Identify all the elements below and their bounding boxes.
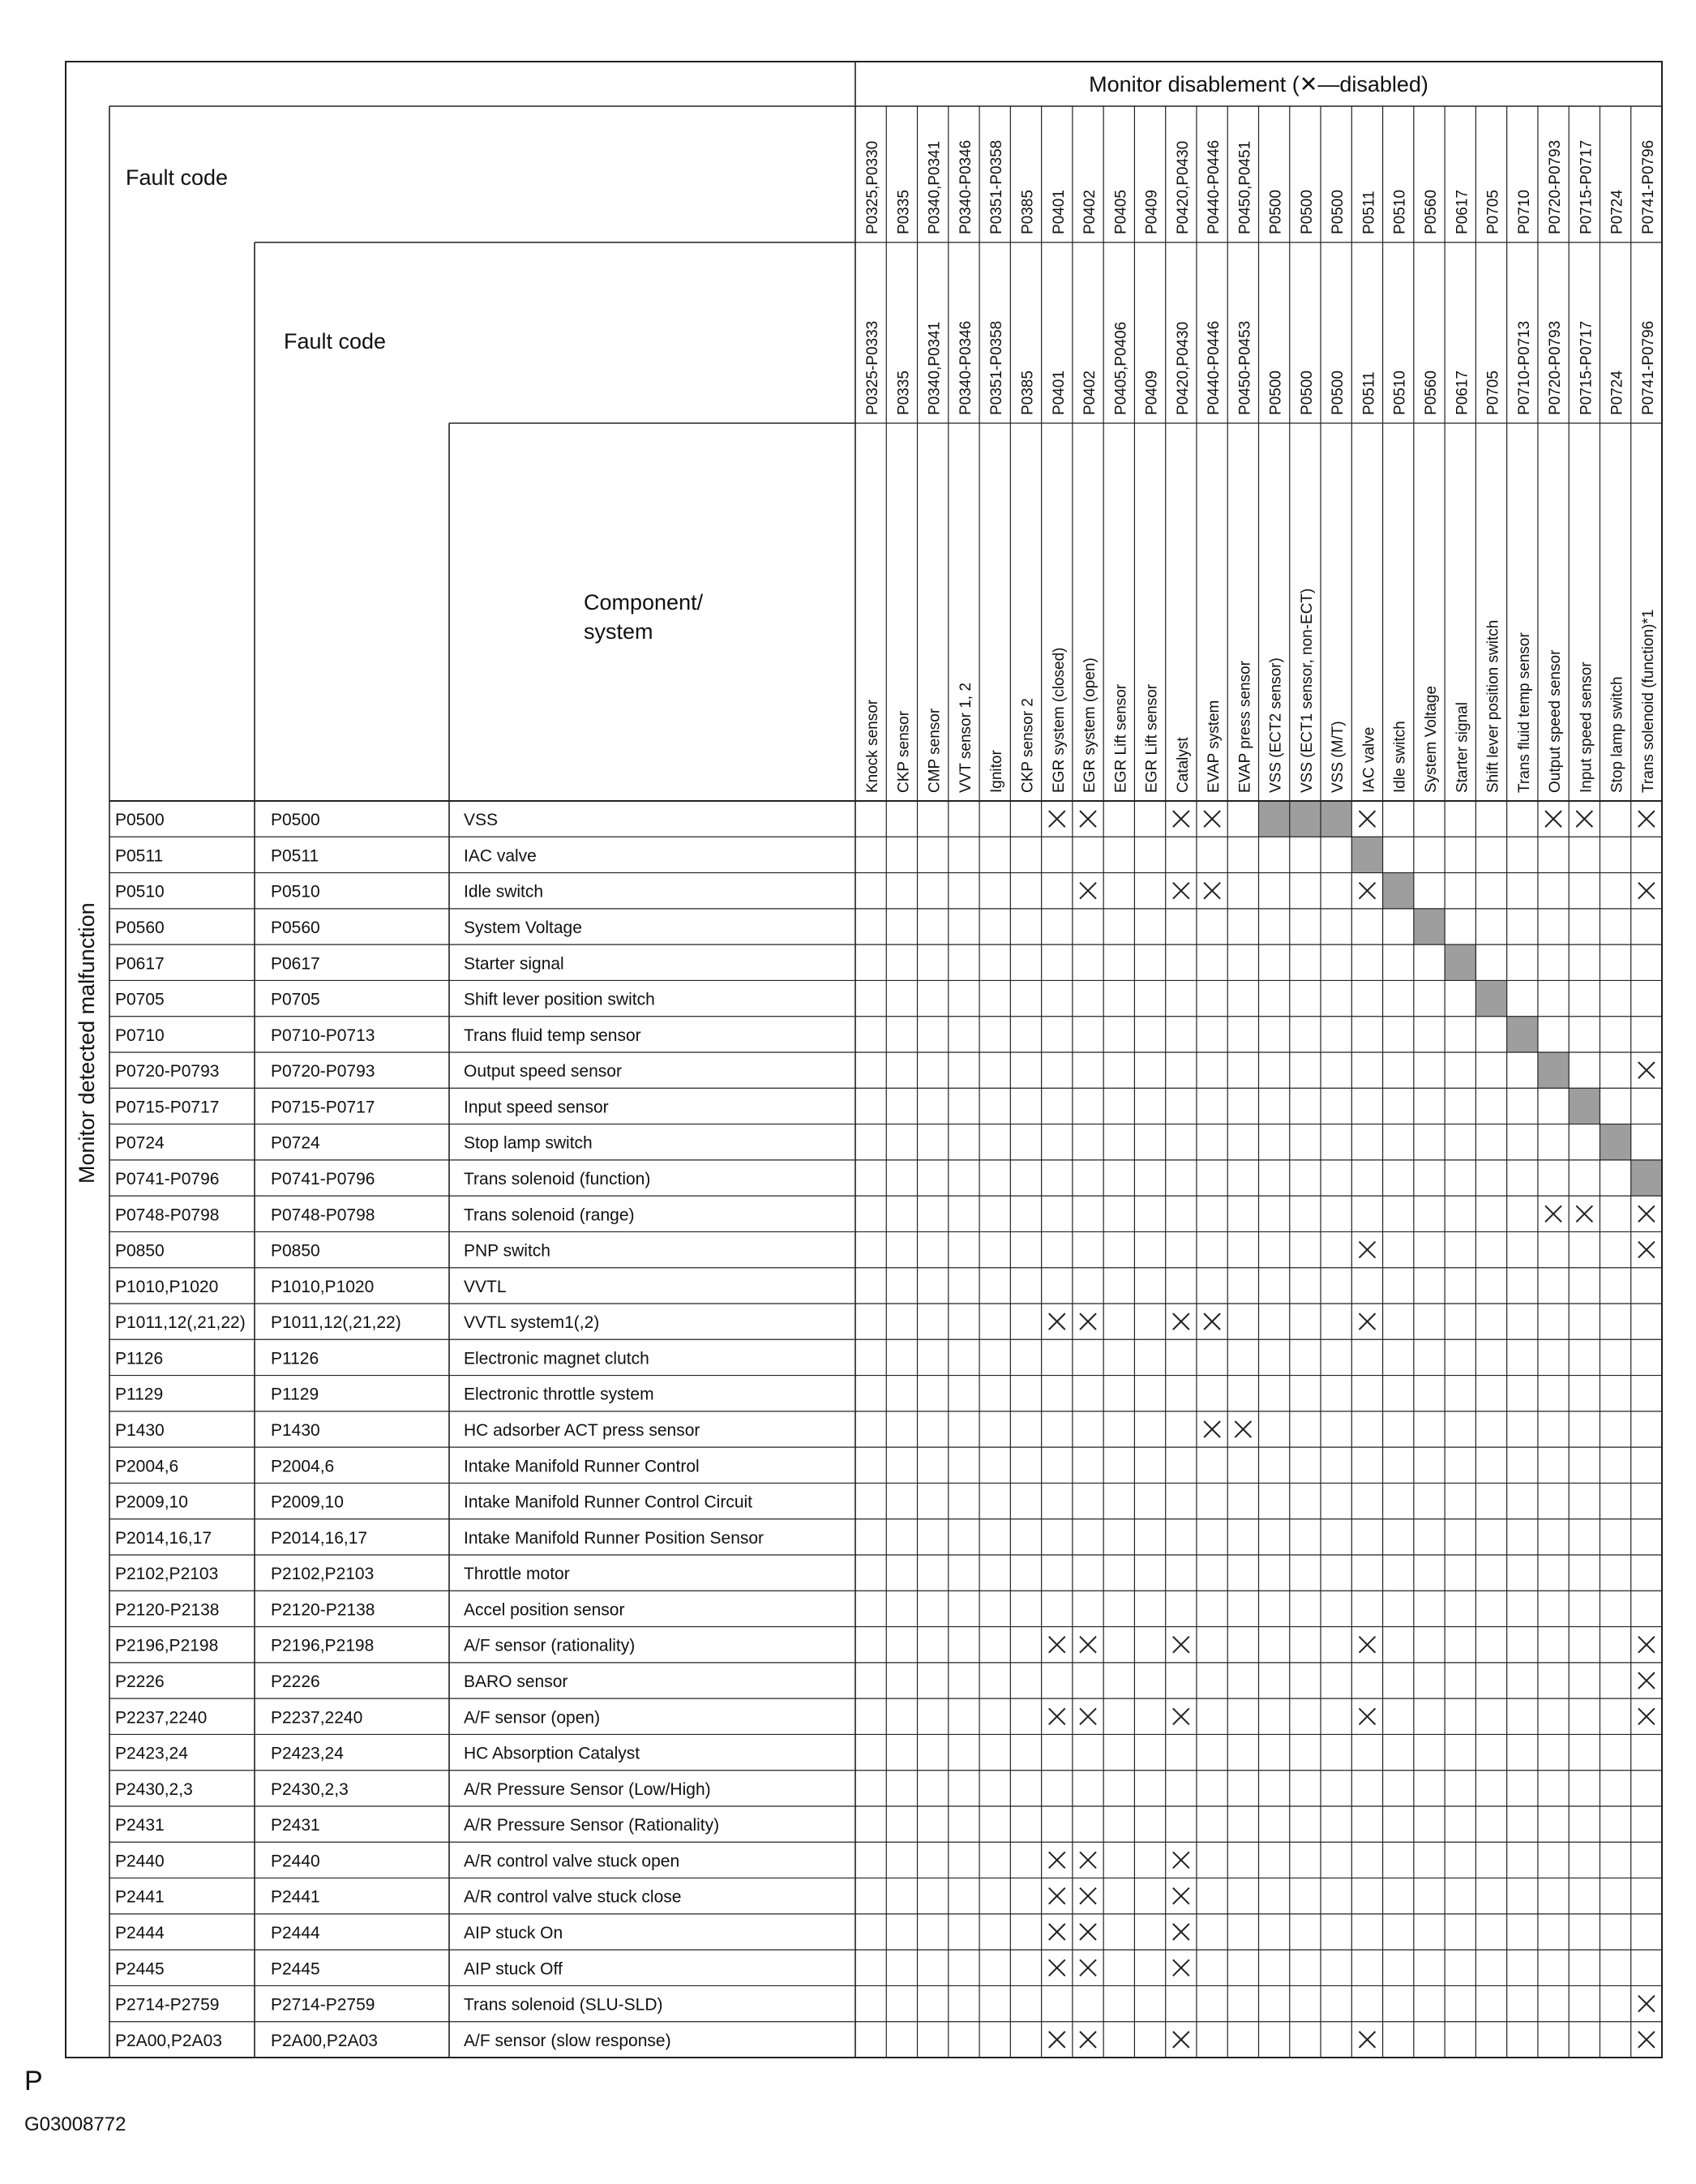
row-component-name: Intake Manifold Runner Position Sensor [464, 1528, 764, 1548]
row-fault-code-secondary: P1010,P1020 [271, 1277, 375, 1296]
column-component-name: IAC valve [1360, 726, 1378, 793]
column-component-name: VSS (ECT2 sensor) [1267, 657, 1285, 793]
column-component-name: System Voltage [1422, 685, 1440, 793]
column-code-secondary: P0340,P0341 [926, 321, 944, 415]
column-component-name: Idle switch [1391, 721, 1409, 793]
row-component-name: Trans solenoid (SLU-SLD) [464, 1995, 663, 2015]
row-component-name: AIP stuck On [464, 1924, 563, 1942]
disabled-x-mark [1359, 1242, 1375, 1258]
row-component-name: A/R control valve stuck close [464, 1887, 682, 1907]
row-fault-code-secondary: P1430 [271, 1421, 320, 1440]
disabled-x-mark [1173, 1313, 1189, 1330]
column-component-name: Trans fluid temp sensor [1515, 632, 1533, 793]
column-component-name: CMP sensor [926, 708, 944, 793]
row-fault-code-secondary: P2237,2240 [271, 1708, 363, 1728]
row-component-name: Electronic throttle system [464, 1385, 654, 1404]
row-fault-code-secondary: P0500 [271, 811, 320, 830]
column-code-secondary: P0510 [1391, 370, 1409, 415]
row-fault-code-secondary: P1011,12(,21,22) [271, 1313, 401, 1333]
row-fault-code-primary: P2009,10 [115, 1492, 188, 1512]
row-component-name: Accel position sensor [464, 1600, 625, 1620]
disabled-x-mark [1204, 1313, 1220, 1330]
disabled-x-mark [1173, 1852, 1189, 1868]
column-code-primary: P0351-P0358 [988, 139, 1006, 234]
disabled-x-mark [1049, 811, 1065, 827]
column-code-primary: P0500 [1267, 190, 1285, 234]
column-code-primary: P0340-P0346 [957, 139, 974, 234]
column-code-secondary: P0351-P0358 [988, 320, 1006, 415]
disabled-x-mark [1049, 2032, 1065, 2048]
column-component-name: EVAP press sensor [1236, 661, 1254, 793]
column-code-primary: P0409 [1143, 190, 1161, 234]
column-component-name: Output speed sensor [1547, 649, 1565, 793]
row-component-name: A/F sensor (rationality) [464, 1636, 636, 1655]
row-fault-code-primary: P2441 [115, 1887, 165, 1907]
row-component-name: Idle switch [464, 882, 544, 901]
column-component-name: Starter signal [1454, 702, 1471, 793]
shaded-diagonal-cell [1383, 873, 1414, 909]
disabled-x-mark [1080, 1852, 1096, 1868]
disabled-x-mark [1204, 811, 1220, 827]
row-fault-code-secondary: P2714-P2759 [271, 1995, 375, 2015]
row-component-name: Intake Manifold Runner Control [464, 1457, 700, 1476]
column-code-secondary: P0335 [895, 370, 913, 415]
shaded-diagonal-cell [1351, 837, 1382, 872]
shaded-diagonal-cell [1290, 801, 1321, 837]
row-component-name: BARO sensor [464, 1672, 568, 1691]
disabled-x-mark [1173, 1637, 1189, 1653]
column-code-secondary: P0617 [1454, 370, 1471, 415]
row-fault-code-primary: P0715-P0717 [115, 1098, 220, 1117]
row-component-name: A/F sensor (slow response) [464, 2031, 671, 2050]
row-fault-code-secondary: P2423,24 [271, 1744, 344, 1763]
column-code-primary: P0741-P0796 [1639, 139, 1657, 234]
column-code-primary: P0325,P0330 [864, 140, 882, 234]
column-code-secondary: P0724 [1608, 370, 1626, 415]
column-code-primary: P0500 [1330, 190, 1347, 234]
disabled-x-mark [1173, 1924, 1189, 1940]
disabled-x-mark [1080, 1959, 1096, 1976]
column-code-secondary: P0402 [1081, 370, 1099, 415]
disabled-x-mark [1638, 1672, 1655, 1689]
column-component-name: Shift lever position switch [1484, 619, 1502, 793]
row-fault-code-secondary: P2431 [271, 1816, 320, 1835]
row-component-name: VVTL [464, 1277, 507, 1296]
column-component-name: VSS (M/T) [1330, 721, 1347, 793]
row-fault-code-secondary: P1129 [271, 1385, 319, 1404]
column-code-secondary: P0705 [1484, 370, 1502, 415]
column-code-primary: P0420,P0430 [1174, 140, 1192, 234]
row-component-name: A/R Pressure Sensor (Rationality) [464, 1816, 720, 1835]
column-component-name: Stop lamp switch [1608, 676, 1626, 793]
row-component-name: A/R Pressure Sensor (Low/High) [464, 1779, 711, 1799]
row-fault-code-primary: P0705 [115, 990, 165, 1009]
column-code-secondary: P0385 [1019, 370, 1037, 415]
row-fault-code-primary: P0720-P0793 [115, 1062, 220, 1081]
shaded-diagonal-cell [1631, 1160, 1662, 1196]
column-code-primary: P0402 [1081, 190, 1099, 234]
column-code-primary: P0510 [1391, 190, 1409, 234]
disabled-x-mark [1359, 2032, 1375, 2048]
row-fault-code-secondary: P0741-P0796 [271, 1170, 375, 1188]
row-component-name: Intake Manifold Runner Control Circuit [464, 1492, 752, 1512]
row-fault-code-primary: P2004,6 [115, 1457, 179, 1476]
column-code-secondary: P0325-P0333 [864, 320, 882, 415]
disabled-x-mark [1638, 883, 1655, 899]
column-code-primary: P0715-P0717 [1578, 139, 1595, 234]
disabled-x-mark [1080, 1888, 1096, 1904]
column-component-name: Ignitor [988, 750, 1006, 793]
row-fault-code-secondary: P0560 [271, 919, 320, 937]
row-fault-code-secondary: P2445 [271, 1959, 320, 1979]
shaded-diagonal-cell [1321, 801, 1351, 837]
column-code-primary: P0450,P0451 [1236, 140, 1254, 234]
row-component-name: Trans solenoid (range) [464, 1205, 635, 1225]
row-fault-code-primary: P1129 [115, 1385, 164, 1404]
disabled-x-mark [1359, 1637, 1375, 1653]
component-system-header: system [584, 619, 653, 644]
column-component-name: EGR Lift sensor [1112, 683, 1130, 793]
row-fault-code-secondary: P2226 [271, 1672, 320, 1691]
row-component-name: A/R control valve stuck open [464, 1852, 680, 1871]
row-fault-code-secondary: P0511 [271, 846, 319, 866]
column-code-primary: P0401 [1050, 190, 1068, 234]
disabled-x-mark [1545, 811, 1561, 827]
disabled-x-mark [1638, 2032, 1655, 2048]
row-fault-code-secondary: P2102,P2103 [271, 1565, 375, 1584]
row-fault-code-secondary: P1126 [271, 1349, 319, 1368]
disabled-x-mark [1204, 1421, 1220, 1437]
shaded-diagonal-cell [1538, 1052, 1569, 1088]
disabled-x-mark [1080, 883, 1096, 899]
column-code-secondary: P0720-P0793 [1547, 320, 1565, 415]
row-fault-code-primary: P2423,24 [115, 1744, 188, 1763]
column-code-secondary: P0500 [1330, 370, 1347, 415]
shaded-diagonal-cell [1569, 1088, 1600, 1124]
row-fault-code-secondary: P0510 [271, 882, 320, 901]
column-code-secondary: P0340-P0346 [957, 320, 974, 415]
column-component-name: VSS (ECT1 sensor, non-ECT) [1298, 588, 1316, 793]
row-component-name: AIP stuck Off [464, 1959, 563, 1979]
disabled-x-mark [1173, 2032, 1189, 2048]
shaded-diagonal-cell [1600, 1124, 1630, 1160]
row-fault-code-primary: P2120-P2138 [115, 1600, 220, 1620]
column-code-secondary: P0401 [1050, 370, 1068, 415]
row-component-name: VVTL system1(,2) [464, 1313, 600, 1333]
row-fault-code-secondary: P2004,6 [271, 1457, 335, 1476]
disabled-x-mark [1049, 1959, 1065, 1976]
disabled-x-mark [1235, 1421, 1251, 1437]
row-fault-code-primary: P2440 [115, 1852, 165, 1871]
row-fault-code-secondary: P2009,10 [271, 1492, 344, 1512]
disabled-x-mark [1638, 1708, 1655, 1724]
row-fault-code-secondary: P2440 [271, 1852, 320, 1871]
disabled-x-mark [1576, 811, 1592, 827]
row-fault-code-primary: P0748-P0798 [115, 1205, 220, 1225]
disabled-x-mark [1638, 1062, 1655, 1078]
disabled-x-mark [1359, 883, 1375, 899]
column-code-primary: P0724 [1608, 190, 1626, 234]
row-component-name: Output speed sensor [464, 1062, 622, 1081]
row-fault-code-secondary: P2441 [271, 1887, 320, 1907]
row-fault-code-primary: P2A00,P2A03 [115, 2031, 222, 2050]
column-code-primary: P0560 [1422, 190, 1440, 234]
disabled-x-mark [1049, 1313, 1065, 1330]
row-fault-code-primary: P2445 [115, 1959, 165, 1979]
disabled-x-mark [1359, 811, 1375, 827]
disabled-x-mark [1080, 1708, 1096, 1724]
shaded-diagonal-cell [1475, 980, 1506, 1016]
row-fault-code-primary: P2196,P2198 [115, 1636, 219, 1655]
row-component-name: PNP switch [464, 1241, 550, 1261]
row-fault-code-secondary: P0850 [271, 1241, 320, 1261]
row-component-name: Shift lever position switch [464, 990, 655, 1009]
disabled-x-mark [1173, 1959, 1189, 1976]
row-fault-code-secondary: P0710-P0713 [271, 1026, 375, 1045]
row-fault-code-primary: P0617 [115, 954, 165, 974]
disabled-x-mark [1173, 811, 1189, 827]
disabled-x-mark [1049, 1924, 1065, 1940]
row-fault-code-primary: P0511 [115, 846, 164, 866]
column-code-secondary: P0715-P0717 [1578, 320, 1595, 415]
disabled-x-mark [1359, 1313, 1375, 1330]
row-component-name: Electronic magnet clutch [464, 1349, 649, 1368]
row-component-name: HC adsorber ACT press sensor [464, 1421, 700, 1440]
column-component-name: CKP sensor 2 [1019, 698, 1037, 793]
row-fault-code-primary: P1430 [115, 1421, 165, 1440]
disabled-x-mark [1638, 1205, 1655, 1222]
disabled-x-mark [1173, 883, 1189, 899]
row-fault-code-primary: P0850 [115, 1241, 165, 1261]
column-code-primary: P0340,P0341 [926, 140, 944, 234]
disabled-x-mark [1049, 1888, 1065, 1904]
column-code-primary: P0335 [895, 190, 913, 234]
disabled-x-mark [1545, 1205, 1561, 1222]
row-fault-code-secondary: P2014,16,17 [271, 1528, 368, 1548]
column-code-secondary: P0511 [1360, 371, 1378, 415]
column-code-secondary: P0500 [1267, 370, 1285, 415]
column-component-name: EVAP system [1206, 700, 1223, 793]
row-component-name: VSS [464, 811, 499, 830]
figure-id: G03008772 [24, 2113, 126, 2135]
row-fault-code-primary: P2444 [115, 1924, 165, 1942]
column-code-secondary: P0450-P0453 [1236, 320, 1254, 415]
row-component-name: System Voltage [464, 919, 582, 937]
column-component-name: EGR system (closed) [1050, 647, 1068, 793]
row-component-name: Stop lamp switch [464, 1133, 593, 1153]
column-component-name: Catalyst [1174, 737, 1192, 793]
row-fault-code-primary: P1010,P1020 [115, 1277, 219, 1296]
disabled-x-mark [1173, 1888, 1189, 1904]
row-fault-code-primary: P1011,12(,21,22) [115, 1313, 246, 1333]
disabled-x-mark [1080, 1924, 1096, 1940]
disabled-x-mark [1359, 1708, 1375, 1724]
component-system-header: Component/ [584, 590, 704, 615]
column-code-secondary: P0741-P0796 [1639, 320, 1657, 415]
row-fault-code-primary: P2237,2240 [115, 1708, 208, 1728]
row-fault-code-secondary: P0720-P0793 [271, 1062, 375, 1081]
row-component-name: A/F sensor (open) [464, 1708, 601, 1728]
disabled-x-mark [1049, 1708, 1065, 1724]
column-component-name: EGR Lift sensor [1143, 683, 1161, 793]
column-code-secondary: P0500 [1298, 370, 1316, 415]
row-fault-code-secondary: P0748-P0798 [271, 1205, 375, 1225]
column-component-name: Input speed sensor [1578, 662, 1595, 793]
column-code-secondary: P0560 [1422, 370, 1440, 415]
row-fault-code-secondary: P2A00,P2A03 [271, 2031, 378, 2050]
column-code-primary: P0511 [1360, 191, 1378, 234]
row-fault-code-primary: P0560 [115, 919, 165, 937]
column-code-primary: P0500 [1298, 190, 1316, 234]
column-code-secondary: P0409 [1143, 370, 1161, 415]
row-fault-code-primary: P1126 [115, 1349, 164, 1368]
fault-code-header-outer: Fault code [126, 165, 229, 190]
row-component-name: Trans solenoid (function) [464, 1170, 651, 1188]
column-code-primary: P0710 [1515, 190, 1533, 234]
disabled-x-mark [1173, 1708, 1189, 1724]
row-component-name: Throttle motor [464, 1565, 570, 1584]
row-fault-code-primary: P0710 [115, 1026, 165, 1045]
disabled-x-mark [1049, 1852, 1065, 1868]
row-fault-code-primary: P2014,16,17 [115, 1528, 212, 1548]
shaded-diagonal-cell [1414, 909, 1445, 944]
row-fault-code-secondary: P2120-P2138 [271, 1600, 375, 1620]
disabled-x-mark [1204, 883, 1220, 899]
row-component-name: Input speed sensor [464, 1098, 609, 1117]
column-component-name: Knock sensor [864, 699, 882, 793]
row-component-name: Starter signal [464, 954, 564, 974]
disabled-x-mark [1576, 1205, 1592, 1222]
row-fault-code-secondary: P2444 [271, 1924, 320, 1942]
row-fault-code-primary: P0500 [115, 811, 165, 830]
side-label-monitor-detected: Monitor detected malfunction [75, 902, 99, 1184]
column-component-name: VVT sensor 1, 2 [957, 683, 974, 793]
row-fault-code-primary: P0724 [115, 1133, 165, 1153]
column-code-primary: P0720-P0793 [1547, 139, 1565, 234]
fault-code-header-inner: Fault code [284, 329, 387, 353]
disabled-x-mark [1080, 811, 1096, 827]
row-fault-code-secondary: P0705 [271, 990, 320, 1009]
row-fault-code-primary: P2430,2,3 [115, 1779, 193, 1799]
disabled-x-mark [1638, 1242, 1655, 1258]
shaded-diagonal-cell [1507, 1017, 1538, 1052]
column-code-secondary: P0710-P0713 [1515, 320, 1533, 415]
disabled-x-mark [1638, 1637, 1655, 1653]
shaded-diagonal-cell [1259, 801, 1290, 837]
column-component-name: CKP sensor [895, 710, 913, 793]
column-code-primary: P0405 [1112, 190, 1130, 234]
row-fault-code-primary: P0510 [115, 882, 165, 901]
row-fault-code-secondary: P0724 [271, 1133, 320, 1153]
row-component-name: HC Absorption Catalyst [464, 1744, 640, 1763]
disabled-x-mark [1080, 1313, 1096, 1330]
row-fault-code-secondary: P0715-P0717 [271, 1098, 375, 1117]
column-code-secondary: P0405,P0406 [1112, 321, 1130, 415]
row-fault-code-secondary: P2430,2,3 [271, 1779, 349, 1799]
column-component-name: EGR system (open) [1081, 657, 1099, 793]
column-code-primary: P0705 [1484, 190, 1502, 234]
disabled-x-mark [1080, 1637, 1096, 1653]
shaded-diagonal-cell [1445, 944, 1475, 980]
column-code-primary: P0617 [1454, 190, 1471, 234]
disabled-x-mark [1049, 1637, 1065, 1653]
column-code-secondary: P0420,P0430 [1174, 321, 1192, 415]
column-code-secondary: P0440-P0446 [1206, 320, 1223, 415]
row-fault-code-primary: P2714-P2759 [115, 1995, 220, 2015]
row-fault-code-primary: P0741-P0796 [115, 1170, 220, 1188]
row-fault-code-primary: P2431 [115, 1816, 165, 1835]
disabled-x-mark [1080, 2032, 1096, 2048]
row-fault-code-secondary: P2196,P2198 [271, 1636, 375, 1655]
column-code-primary: P0385 [1019, 190, 1037, 234]
row-fault-code-primary: P2226 [115, 1672, 165, 1691]
row-fault-code-secondary: P0617 [271, 954, 320, 974]
row-component-name: Trans fluid temp sensor [464, 1026, 641, 1045]
column-code-primary: P0440-P0446 [1206, 139, 1223, 234]
row-fault-code-primary: P2102,P2103 [115, 1565, 219, 1584]
row-component-name: IAC valve [464, 846, 537, 866]
column-component-name: Trans solenoid (function)*1 [1639, 609, 1657, 793]
disabled-x-mark [1638, 811, 1655, 827]
disabled-x-mark [1638, 1996, 1655, 2012]
monitor-disablement-title: Monitor disablement (✕—disabled) [1089, 72, 1428, 96]
footer-letter: P [24, 2066, 43, 2096]
